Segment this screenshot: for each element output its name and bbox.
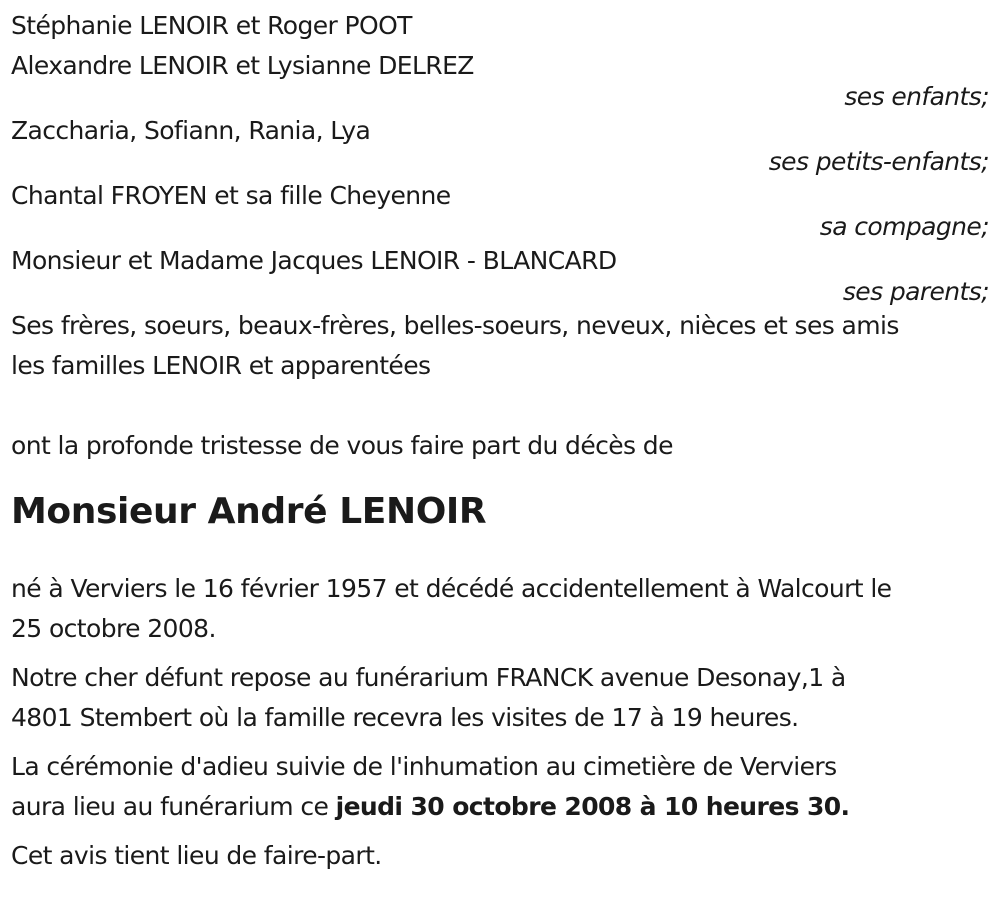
paragraph-line: 25 octobre 2008. [11, 614, 216, 643]
family-line: Zaccharia, Sofiann, Rania, Lya [11, 116, 371, 145]
paragraph-line [11, 787, 989, 827]
relation-label: sa compagne; [819, 212, 989, 241]
closing-note: Cet avis tient lieu de faire-part. [11, 841, 382, 870]
family-line: Monsieur et Madame Jacques LENOIR - BLANCARD [11, 246, 617, 275]
announcement-intro: ont la profonde tristesse de vous faire part du décès de [11, 431, 673, 460]
relation-label: ses petits-enfants; [768, 147, 989, 176]
relation-label: ses parents; [842, 277, 989, 306]
family-group-children [11, 6, 989, 109]
paragraph-line: né à Verviers le 16 février 1957 et décédé accidentellement à Walcourt le [11, 574, 892, 603]
family-line: les familles LENOIR et apparentées [11, 351, 431, 380]
extended-family [11, 306, 989, 386]
paragraph-line: 4801 Stembert où la famille recevra les visites de 17 à 19 heures. [11, 703, 799, 732]
family-line: Ses frères, soeurs, beaux-frères, belles-soeurs, neveux, nièces et ses amis [11, 311, 899, 340]
ceremony-date-time: jeudi 30 octobre 2008 à 10 heures 30. [335, 792, 850, 821]
paragraph-line: La cérémonie d'adieu suivie de l'inhumation au cimetière de Verviers [11, 752, 837, 781]
rest-place-paragraph [11, 658, 989, 738]
deceased-name: Monsieur André LENOIR [11, 491, 487, 532]
paragraph-line: Notre cher défunt repose au funérarium FRANCK avenue Desonay,1 à [11, 663, 846, 692]
family-group-parents [11, 241, 989, 304]
family-group-grandchildren [11, 111, 989, 174]
ceremony-paragraph [11, 747, 989, 827]
family-line: Chantal FROYEN et sa fille Cheyenne [11, 181, 451, 210]
family-group-companion [11, 176, 989, 239]
family-line: Stéphanie LENOIR et Roger POOT [11, 11, 412, 40]
ceremony-prefix: aura lieu au funérarium ce [11, 792, 336, 821]
family-line: Alexandre LENOIR et Lysianne DELREZ [11, 51, 474, 80]
spacer [11, 386, 989, 426]
relation-label: ses enfants; [844, 82, 989, 111]
birth-death-paragraph [11, 569, 989, 649]
